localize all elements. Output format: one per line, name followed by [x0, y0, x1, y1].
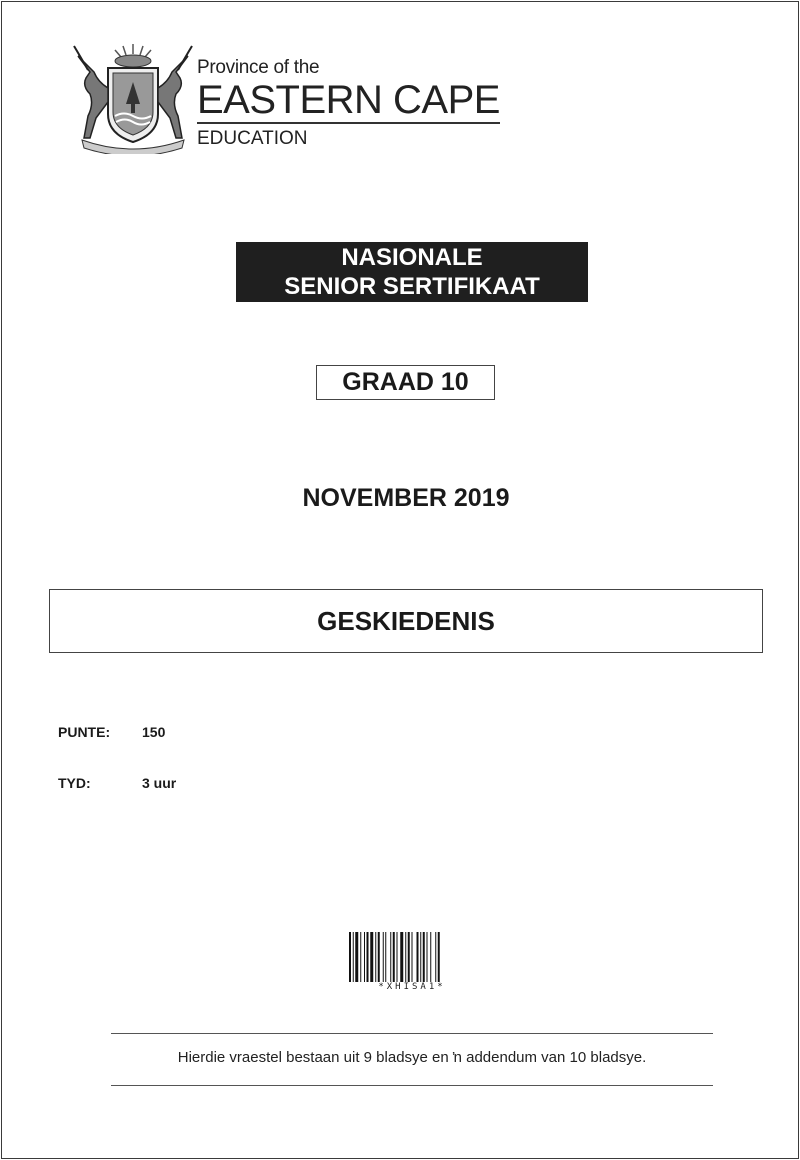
marks-label: PUNTE:: [58, 724, 111, 740]
brand-wordmark: [197, 58, 500, 150]
exam-cover-page: [1, 1, 799, 1159]
exam-date: NOVEMBER 2019: [302, 484, 510, 512]
certificate-banner: [236, 242, 588, 302]
certificate-line-1: NASIONALE: [341, 244, 483, 271]
time-label: TYD:: [58, 775, 91, 791]
footer-rule-bottom: [111, 1085, 713, 1086]
marks-value: 150: [142, 724, 166, 740]
barcode-text: *XHISA1*: [378, 982, 446, 992]
footer-note: Hierdie vraestel bestaan uit 9 bladsye en ŉ addendum van 10 bladsye.: [177, 1049, 647, 1066]
time-value: 3 uur: [142, 775, 177, 791]
barcode-icon: [349, 932, 474, 982]
brand-line-education: EDUCATION: [197, 128, 308, 149]
certificate-line-2: SENIOR SERTIFIKAAT: [284, 273, 540, 300]
footer-rule-top: [111, 1033, 713, 1034]
subject-box: GESKIEDENIS: [49, 589, 763, 653]
eastern-cape-coat-of-arms-icon: [68, 42, 198, 154]
grade-box: GRAAD 10: [316, 365, 495, 400]
brand-line-province: Province of the: [197, 57, 320, 78]
brand-line-eastern-cape: EASTERN CAPE: [197, 78, 500, 122]
